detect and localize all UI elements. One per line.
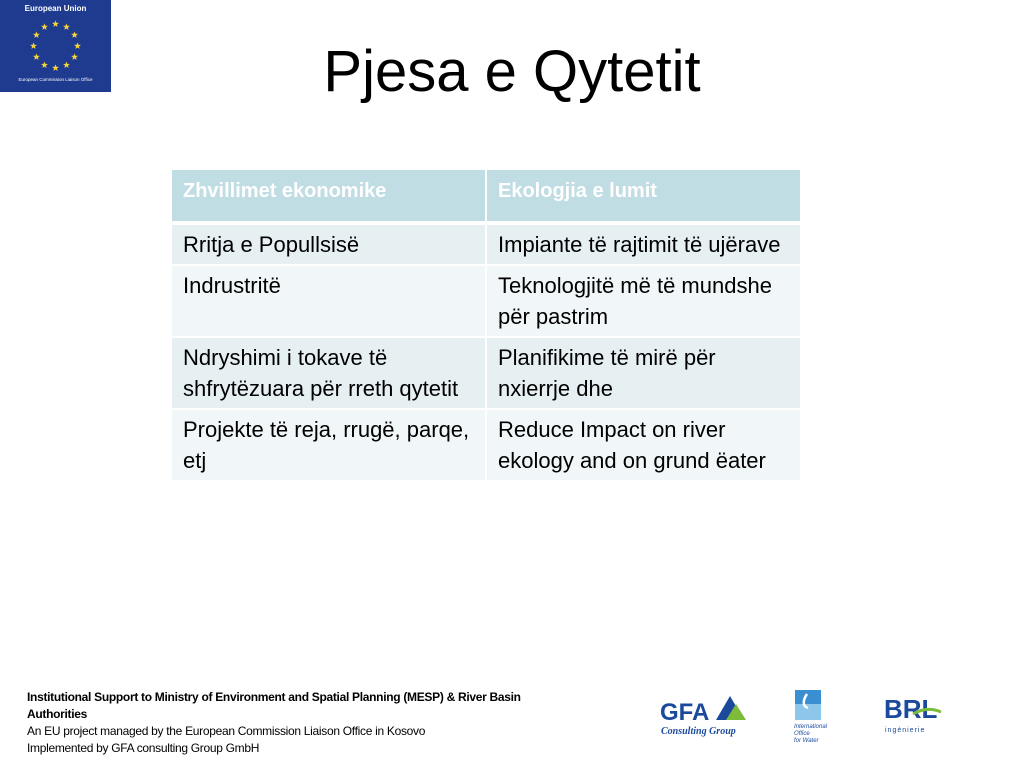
brl-logo-name: BRL xyxy=(884,694,938,724)
table-row xyxy=(171,337,801,409)
gfa-logo xyxy=(660,692,750,738)
table-row xyxy=(171,409,801,481)
footer-implemented-by: Implemented by GFA consulting Group GmbH xyxy=(27,741,260,755)
table-cell: Teknologjitë më të mundshe për pastrim xyxy=(486,265,801,337)
table-header-row xyxy=(171,170,801,223)
table-header-cell: Zhvillimet ekonomike xyxy=(171,170,486,223)
eu-star-icon xyxy=(41,23,48,30)
table-header-cell: Ekologjia e lumit xyxy=(486,170,801,223)
eu-star-icon xyxy=(52,20,59,27)
table-cell: Planifikime të mirë për nxierrje dhe xyxy=(486,337,801,409)
table-row xyxy=(171,265,801,337)
iow-logo-line1: International xyxy=(794,724,828,730)
eu-star-icon xyxy=(33,31,40,38)
iow-logo-line3: for Water xyxy=(794,738,819,744)
iow-logo xyxy=(793,690,839,746)
eu-logo-bottom-text: European Commission Liaison Office xyxy=(18,77,93,82)
brl-logo-subtitle: ingénierie xyxy=(885,727,926,734)
table-cell: Ndryshimi i tokave të shfrytëzuara për rreth qytetit xyxy=(171,337,486,409)
table-cell: Projekte të reja, rrugë, parqe, etj xyxy=(171,409,486,481)
table-cell: Rritja e Popullsisë xyxy=(171,223,486,265)
gfa-logo-subtitle: Consulting Group xyxy=(661,726,736,737)
table-cell: Indrustritë xyxy=(171,265,486,337)
page-title: Pjesa e Qytetit xyxy=(323,39,701,104)
footer xyxy=(27,689,557,757)
eu-logo-top-text: European Union xyxy=(24,4,87,13)
iow-logo-line2: Office xyxy=(794,731,810,737)
table-cell: Reduce Impact on river ekology and on grund ëater xyxy=(486,409,801,481)
eu-star-icon xyxy=(63,23,70,30)
table-row xyxy=(171,223,801,265)
eu-star-icon xyxy=(71,31,78,38)
comparison-table xyxy=(170,170,802,482)
footer-managed-by: An EU project managed by the European Commission Liaison Office in Kosovo xyxy=(27,724,426,738)
brl-logo xyxy=(883,692,947,738)
gfa-logo-name: GFA xyxy=(660,699,710,726)
footer-project-title: Institutional Support to Ministry of Environment and Spatial Planning (MESP) & River Basin Authorities xyxy=(27,690,521,721)
table-cell: Impiante të rajtimit të ujërave xyxy=(486,223,801,265)
